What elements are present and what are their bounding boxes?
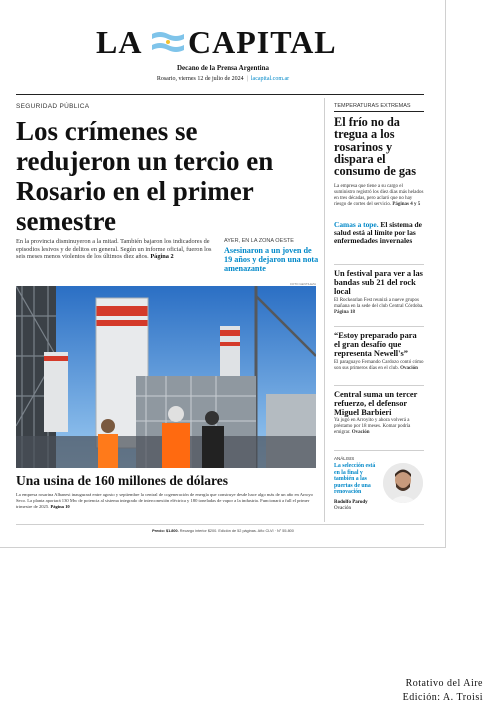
author-avatar (383, 463, 423, 503)
photo-text-page: Página 10 (50, 503, 70, 509)
photo-text-body: La empresa rosarina Albanesi inaugurará entre agosto y septiembre la central de cogeneración de energía que construye desde hace algo más de un año en Arroyo Seco. La planta aportará 130 Mw de potencia al sistema integrado de interconexión eléctrica y 180 toneladas de vapor a la industria. Funcionará a full el primer trimestre de 2025. (16, 492, 313, 509)
top-rule (16, 94, 424, 95)
right-text-festival-page: Página 18 (334, 310, 355, 315)
photo-text (16, 492, 316, 509)
footer-price: Precio: $1.800. (152, 529, 179, 533)
credits-line-1: Rotativo del Aire (405, 678, 483, 689)
main-lead-page: Página 2 (150, 253, 174, 261)
right-text-newells-body: El paraguayo Fernando Cardozo contó cómo son sus primeros días en el club. (334, 360, 424, 371)
right-divider (334, 326, 424, 327)
right-headline-health[interactable] (334, 221, 424, 245)
photo-headline[interactable]: Una usina de 160 millones de dólares (16, 473, 229, 488)
dateline (0, 76, 446, 82)
right-text-cold-page: Páginas 4 y 5 (392, 202, 421, 207)
right-text-central (334, 418, 424, 436)
footer-rest: Recargo interior $200. Edición de 52 páginas. Año CLVI · N° 55.800 (179, 529, 294, 533)
right-text-cold-body: La empresa que tiene a su cargo el suministro registró los diez días más helados en tres décadas, pero aclaró que no hay riesgo de cortes del servicio. (334, 184, 424, 207)
right-headline-newells[interactable]: “Estoy preparado para el gran desafío que representa Newell's” (334, 331, 417, 358)
right-top-rule (334, 111, 424, 112)
power-plant-photo (16, 286, 316, 468)
right-headline-health-rest: El sistema de salud está al límite por las enfermedades invernales (334, 220, 422, 245)
date-text: Rosario, viernes 12 de julio de 2024 (156, 76, 244, 82)
side-story-kicker: AYER, EN LA ZONA OESTE (224, 238, 294, 244)
masthead-name-right: CAPITAL (188, 24, 337, 60)
right-text-festival-body: El Rockearlan Fest reunirá a nueve grupos mañana en la sede del club Central Córdoba. (334, 298, 424, 309)
side-story-headline[interactable]: Asesinaron a un joven de 19 años y dejaron una nota amenazante (224, 246, 319, 273)
analysis-label: ANÁLISIS (334, 456, 355, 461)
dateline-separator: | (246, 76, 248, 82)
right-headline-health-kicker: Camas a tope. (334, 220, 379, 229)
author-name: Rodolfo Parody (334, 500, 368, 505)
author-byline (334, 500, 424, 512)
main-headline[interactable]: Los crímenes se redujeron un tercio en Rosario en el primer semestre (16, 116, 274, 236)
right-text-cold (334, 184, 424, 208)
right-divider (334, 264, 424, 265)
right-text-newells (334, 360, 424, 372)
main-lead-text: En la provincia disminuyeron a la mitad. También bajaron los indicadores de episodios lesivos y de delitos en general. Según un informe oficial, fueron los seis meses menos violentos de los últimos diez años. (16, 238, 212, 261)
site-link[interactable]: lacapital.com.ar (250, 76, 290, 82)
right-headline-seleccion[interactable]: La selección está en la final y también a las puertas de una renovación (334, 463, 376, 496)
right-section-label: TEMPERATURAS EXTREMAS (334, 103, 411, 109)
masthead-name-left: LA (96, 24, 143, 60)
right-headline-festival[interactable]: Un festival para ver a las bandas sub 21 del rock local (334, 269, 423, 296)
credits-line-2: Edición: A. Troisi (402, 692, 483, 703)
masthead-tagline: Decano de la Prensa Argentina (176, 64, 270, 72)
photo-credit: FOTO GENTILEZA (290, 282, 316, 286)
right-text-central-page: Ovación (351, 430, 370, 435)
column-divider (324, 98, 325, 522)
right-headline-central[interactable]: Central suma un tercer refuerzo, el defensor Miguel Barbieri (334, 390, 418, 417)
right-headline-cold[interactable]: El frío no da tregua a los rosarinos y dispara el consumo de gas (334, 115, 416, 179)
masthead (96, 26, 346, 58)
section-label: SEGURIDAD PÚBLICA (16, 103, 90, 110)
right-divider (334, 385, 424, 386)
credits (403, 677, 483, 705)
main-lead (16, 238, 216, 261)
bottom-rule (16, 524, 424, 525)
right-text-central-body: Ya jugó en Arroyito y ahora volverá a préstamo por 18 meses. Komar podría emigrar. (334, 418, 411, 435)
right-text-festival (334, 298, 424, 316)
footer-line (0, 529, 446, 533)
right-divider (334, 450, 424, 451)
right-text-newells-page: Ovación (400, 366, 418, 371)
flag-icon (150, 30, 186, 54)
author-section: Ovación (334, 506, 351, 511)
